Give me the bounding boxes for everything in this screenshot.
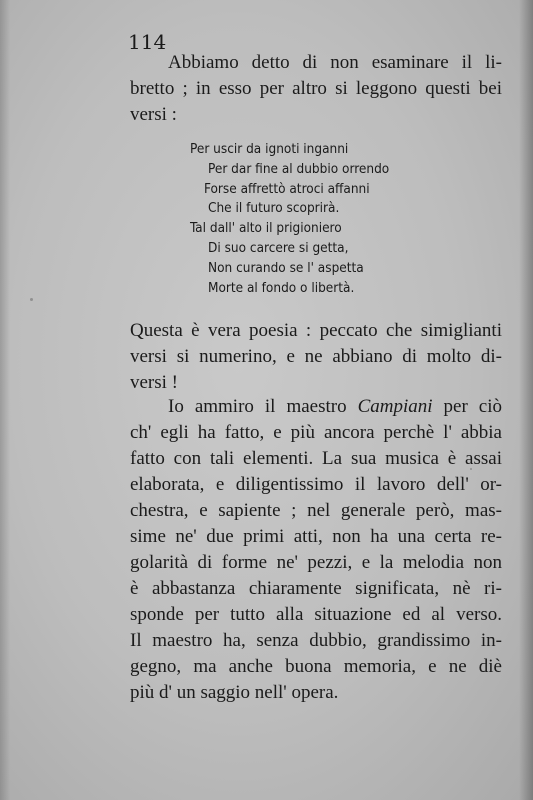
composer-name: Campiani [357,396,433,417]
verse-line: Tal dall' alto il prigioniero [190,220,342,237]
text-line: chestra, e sapiente ; nel generale però, mas- [130,500,502,521]
text-line: Il maestro ha, senza dubbio, grandissimo in- [130,630,502,651]
text-line: elaborata, e diligentissimo il lavoro dell' or- [130,474,502,495]
text-line: sime ne' due primi atti, non ha una certa re- [130,526,502,547]
page-number: 114 [128,30,167,54]
text-line: versi : [130,104,177,125]
review-paragraph [130,394,502,706]
text-line: più d' un saggio nell' opera. [130,682,339,703]
text-fragment: Io ammiro il maestro [168,396,358,417]
verse-line: Forse affrettò atroci affanni [204,180,370,197]
verse-line: Per uscir da ignoti inganni [190,141,349,157]
verse-line: Che il futuro scoprirà. [208,200,340,217]
text-line: versi ! [130,372,179,393]
text-line: versi si numerino, e ne abbiano di molto di- [130,346,502,367]
text-line [130,394,502,420]
paper-speck [30,298,33,301]
verse-line: Per dar fine al dubbio orrendo [208,160,390,177]
intro-paragraph [130,50,502,128]
verse-line: Non curando se l' aspetta [208,259,364,276]
text-line: sponde per tutto alla situazione ed al verso. [130,604,502,625]
page-shadow-right [519,0,533,800]
text-line: fatto con tali elementi. La sua musica è assai [130,448,502,469]
text-line: gegno, ma anche buona memoria, e ne diè [130,656,502,677]
text-line: bretto ; in esso per altro si leggono questi bei [130,78,502,99]
verse-line: Di suo carcere si getta, [208,239,349,256]
verse-block [190,140,389,298]
text-line: Abbiamo detto di non esaminare il li- [168,52,502,73]
text-line: è abbastanza chiaramente significata, nè ri- [130,578,502,599]
text-line: Questa è vera poesia : peccato che simiglianti [130,320,502,341]
text-line: golarità di forme ne' pezzi, e la melodia non [130,552,502,573]
text-line: ch' egli ha fatto, e più ancora perchè l' abbia [130,422,502,443]
commentary-paragraph [130,318,502,396]
page-shadow-left [0,0,10,800]
text-fragment: per ciò [432,396,502,417]
verse-line: Morte al fondo o libertà. [208,279,355,296]
